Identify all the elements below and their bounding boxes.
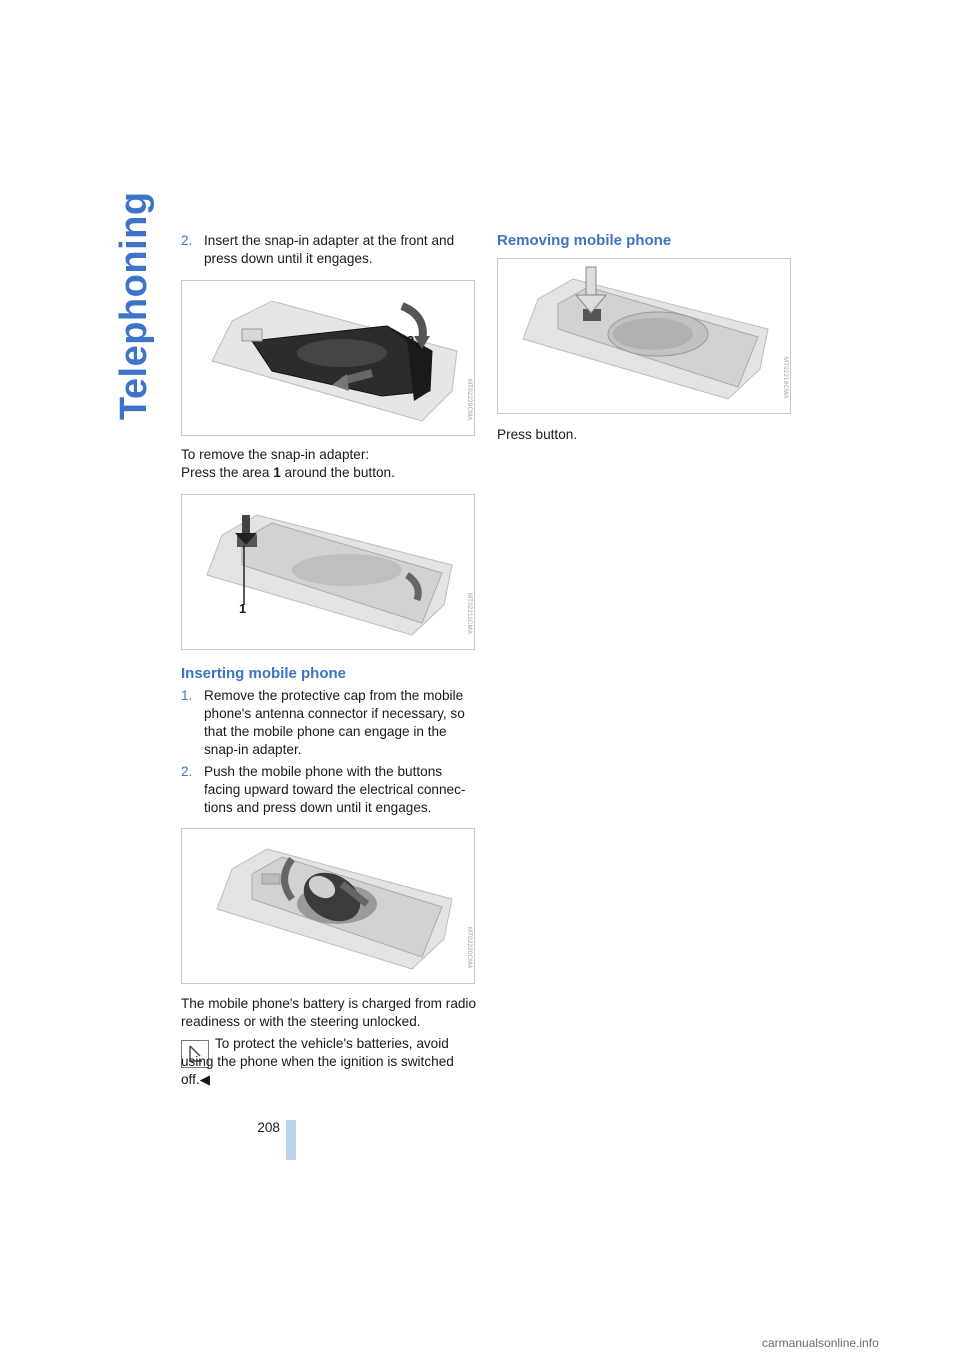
press-area-instruction: Press the area 1 around the button. xyxy=(181,465,395,480)
figure-remove-phone xyxy=(497,258,791,414)
step-number: 1. xyxy=(181,688,193,703)
step-1-remove-cap xyxy=(181,687,481,759)
battery-charging-text: The mobile phone's battery is charged from radio readiness or with the steering unlocked. xyxy=(181,996,477,1029)
figure-insert-phone xyxy=(181,828,475,984)
figure-code: MT02211CMA xyxy=(466,593,472,635)
figure-code: MT02219CMA xyxy=(782,357,788,399)
end-mark: ◀ xyxy=(199,1072,211,1087)
figure-remove-adapter xyxy=(181,494,475,650)
remove-adapter-intro: To remove the snap-in adapter: xyxy=(181,447,370,462)
step-text: Remove the protective cap from the mobile phone's antenna connector if necessary, so that the mobile phone can engage in the snap-in adapter. xyxy=(204,688,465,757)
page-number: 208 xyxy=(257,1120,280,1135)
figure-code: MT02220CMA xyxy=(466,927,472,969)
step-number: 2. xyxy=(181,233,193,248)
note-body: To protect the vehicle's batteries, avoid using the phone when the ignition is switched off. xyxy=(181,1036,454,1087)
step-text: Push the mobile phone with the buttons facing upward toward the electrical connec-tions and press down until it engages. xyxy=(204,764,466,815)
figure-code: MT02229CMA xyxy=(466,379,472,421)
area-number: 1 xyxy=(273,465,281,480)
figure-snap-in-adapter-insert xyxy=(181,280,475,436)
page-bar xyxy=(286,1120,296,1160)
note-text xyxy=(181,1035,476,1089)
step-text: Insert the snap-in adapter at the front and press down until it engages. xyxy=(204,233,455,266)
footer-watermark: carmanualsonline.info xyxy=(762,1336,879,1350)
step-number: 2. xyxy=(181,764,193,779)
callout-1: 1 xyxy=(239,601,247,616)
step-2-push-phone xyxy=(181,763,481,817)
heading-removing-mobile-phone: Removing mobile phone xyxy=(497,232,672,249)
callout-2: 2 xyxy=(407,333,415,348)
press-button-text: Press button. xyxy=(497,427,578,442)
heading-inserting-mobile-phone: Inserting mobile phone xyxy=(181,665,347,682)
section-title: Telephoning xyxy=(113,191,155,420)
